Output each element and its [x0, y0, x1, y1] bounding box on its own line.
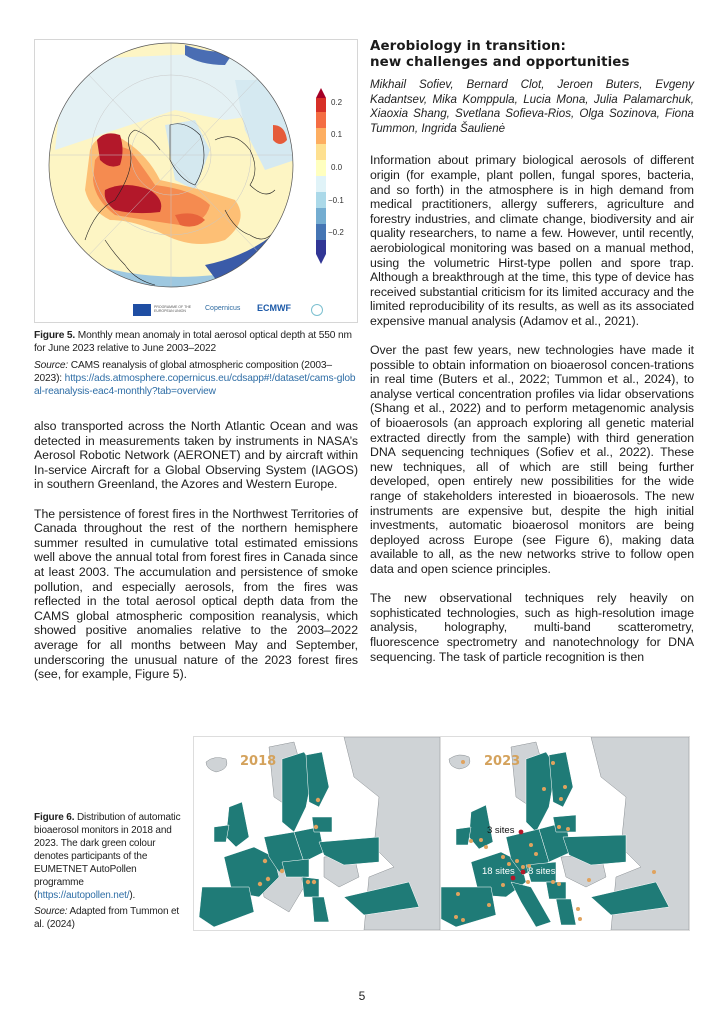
article-title-line: Aerobiology in transition: — [370, 39, 566, 54]
eu-flag-logo — [133, 304, 151, 316]
year-label-2023: 2023 — [484, 754, 521, 769]
colorbar-tick: −0.1 — [328, 196, 344, 205]
article-title-line: new challenges and opportunities — [370, 54, 630, 70]
map-2023 — [440, 736, 690, 931]
figure-5-caption — [34, 329, 359, 398]
paragraph: The persistence of forest fires in the Northwest Territories of Canada throughout the rest of the northern hemisphere summer resulted in cumulative total estimated emissions well above the annual total from forest fires in Canada since at least 2003. The accumulation and persistence of smoke pollution, and especially aerosols, from the fires was reflected in the total aerosol optical depth data from the CAMS global atmospheric composition reanalysis, which showed positive anomalies relative to the 2003–2022 average for all months between May and September, underscoring the unusual nature of the 2023 forest fires (see, for example, Figure 5). — [34, 506, 358, 682]
paragraph: The new observational techniques rely heavily on sophisticated technologies, such as high-resolution image analysis, holography, multi-band scatterometry, fluorescence spectrometry and nanotechnology for DNA sequencing. The task of particle recognition is then — [370, 591, 694, 664]
article-title — [370, 39, 694, 70]
figure-6-source-text: Adapted from Tummon et al. (2024) — [34, 906, 180, 930]
colorbar-tick: 0.2 — [331, 98, 343, 107]
figure-5-caption-text: Monthly mean anomaly in total aerosol optical depth at 550 nm for June 2023 relative to June 2003–2022 — [34, 330, 352, 355]
site-label: 18 sites — [482, 866, 515, 877]
colorbar-tick: 0.0 — [331, 163, 343, 172]
colorbar — [316, 88, 326, 264]
figure-6-label: Figure 6. — [34, 812, 75, 823]
europe-map-2023 — [441, 737, 689, 930]
figure-6-caption — [34, 811, 184, 931]
figure-5-source-link[interactable]: https://ads.atmosphere.copernicus.eu/cdsapp#!/dataset/cams-global-reanalysis-eac4-monthly?tab=overview — [34, 372, 356, 398]
article-body — [370, 153, 694, 664]
colorbar-tick: 0.1 — [331, 130, 343, 139]
paragraph: Over the past few years, new technologies have made it possible to obtain information on bioaerosol concen-trations in real time (Buters et al., 2022; Tummon et al., 2024), to analyse vertical concentration profiles via lidar observations (Shang et al., 2022) and to perform metagenomic analysis of bioaerosols (an approach exploring all genetic material extracted directly from the sample) with third generation DNA sequencing techniques (Sofiev et al., 2022). These new techniques, all of which are still being further developed, open entirely new possibilities for the wide range of stakeholders interested in bioaerosols. The new instruments are expensive but, despite the high initial investments, automatic bioaerosol monitors are being deployed across Europe (see Figure 6), making data available to all, as the new networks strive to follow open data and open science principles. — [370, 343, 694, 576]
autopollen-link[interactable]: https://autopollen.net/ — [37, 890, 130, 901]
figure-5-source-text: CAMS reanalysis of global atmospheric composition (2003–2023): — [34, 359, 332, 384]
paragraph: also transported across the North Atlantic Ocean and was detected in measurements taken by instruments in NASA’s Aerosol Robotic Network (AERONET) and by aircraft within In-service Aircraft for a Global Observing System (IAGOS) in southern Greenland, the Azores and Western Europe. — [34, 419, 358, 492]
page-number: 5 — [358, 989, 366, 1003]
aerosol-anomaly-globe-map — [35, 40, 357, 322]
eu-programme-text: PROGRAMME OF THE EUROPEAN UNION — [154, 305, 192, 313]
colorbar-tick: −0.2 — [328, 228, 344, 237]
europe-map-2018 — [194, 737, 440, 930]
year-label-2018: 2018 — [240, 754, 277, 769]
left-column-text — [34, 419, 358, 696]
figure-5-label: Figure 5. — [34, 330, 76, 341]
map-2018 — [193, 736, 441, 931]
figure-6-caption-text: Distribution of automatic bioaerosol monitors in 2018 and 2023. The dark green colour denotes participants of the EUMETNET AutoPollen programme ( — [34, 812, 181, 901]
figure-5-image — [34, 39, 358, 323]
copernicus-logo: Copernicus — [205, 305, 241, 312]
figure-6-source-label: Source: — [34, 906, 68, 917]
figure-5-source-label: Source: — [34, 359, 69, 371]
article — [370, 39, 694, 679]
article-authors: Mikhail Sofiev, Bernard Clot, Jeroen Buters, Evgeny Kadantsev, Mika Komppula, Lucia Mona, Julia Palamarchuk, Xiaoxia Shang, Svetlana Sofieva-Rios, Olga Sozinova, Fiona Tummon, Ingrida Šaulienė — [370, 78, 694, 135]
cams-logo — [311, 304, 323, 316]
paragraph: Information about primary biological aerosols of different origin (for example, plant pollen, fungal spores, bacteria, and so forth) in the atmosphere is in high demand from medical practitioners, allergy sufferers, agriculture and forestry industries, and climate change, biodiversity and air quality researchers, to name a few. However, until recently, aerobiological monitoring was based on a manual method, using the volumetric Hirst-type pollen and spore trap. Although a breakthrough at the time, this type of device has received substantial criticism for its limited accuracy and the limited reproducibility of its results, as well as its associated expensive manual analysis (Adamov et al., 2021). — [370, 153, 694, 328]
site-label: 3 sites — [487, 825, 515, 836]
site-label: 8 sites — [528, 866, 556, 877]
ecmwf-logo: ECMWF — [257, 303, 291, 313]
figure-6-caption-end: ). — [129, 890, 136, 901]
